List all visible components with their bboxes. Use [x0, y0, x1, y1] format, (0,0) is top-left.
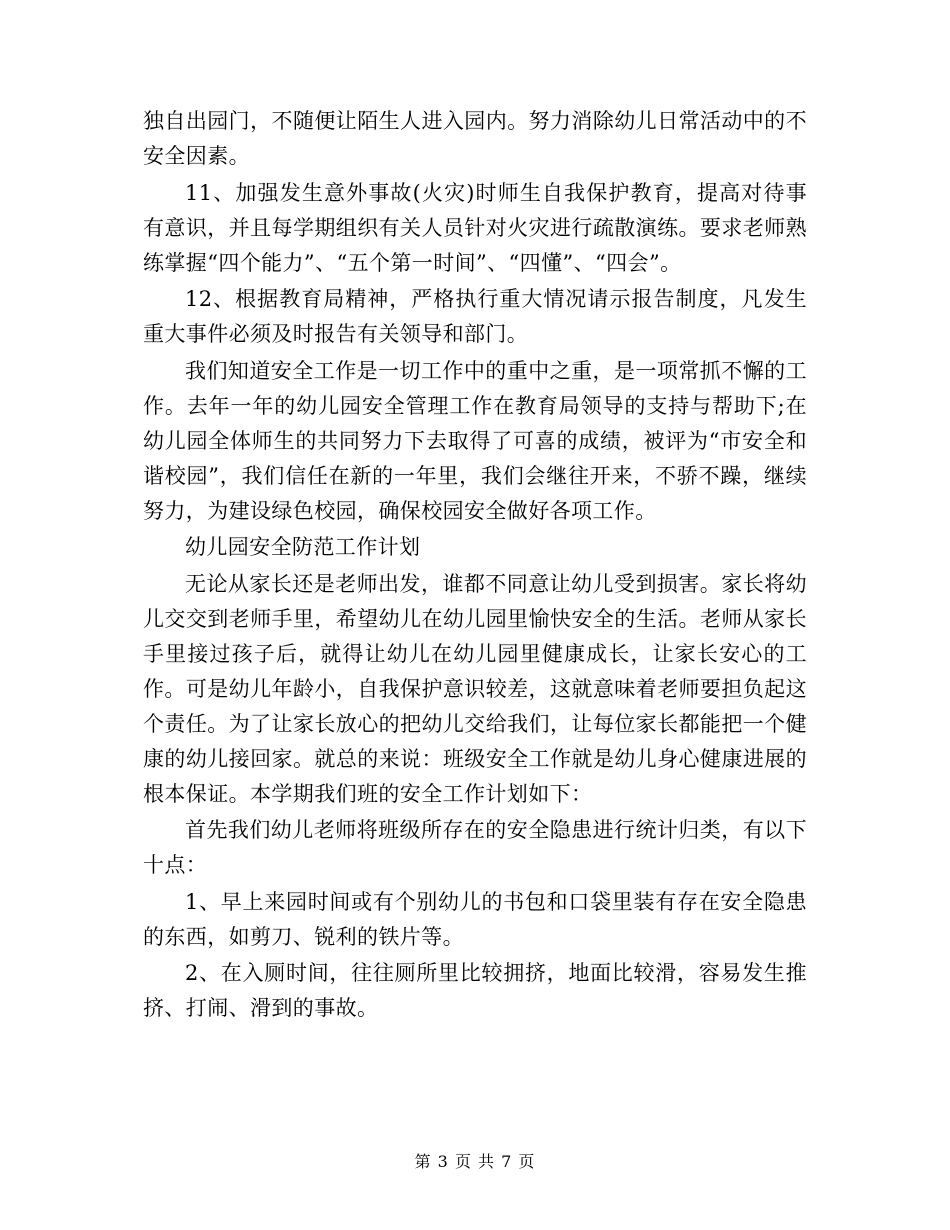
paragraph-hazard-2: 2、在入厕时间，往往厕所里比较拥挤，地面比较滑，容易发生推挤、打闹、滑到的事故。 — [143, 961, 807, 1020]
section-heading: 幼儿园安全防范工作计划 — [185, 535, 421, 559]
paragraph-summary: 我们知道安全工作是一切工作中的重中之重，是一项常抓不懈的工作。去年一年的幼儿园安全管理工作在教育局领导的支持与帮助下;在幼儿园全体师生的共同努力下去取得了可喜的成绩，被评为“市安全和谐校园”，我们信任在新的一年里，我们会继往开来，不骄不躁，继续努力，为建设绿色校园，确保校园安全做好各项工作。 — [143, 358, 807, 523]
paragraph-item-12: 12、根据教育局精神，严格执行重大情况请示报告制度，凡发生重大事件必须及时报告有关领导和部门。 — [143, 287, 807, 346]
paragraph-hazard-list-intro: 首先我们幼儿老师将班级所存在的安全隐患进行统计归类，有以下十点： — [143, 818, 807, 877]
paragraph-hazard-1: 1、早上来园时间或有个别幼儿的书包和口袋里装有存在安全隐患的东西，如剪刀、锐利的铁片等。 — [143, 889, 807, 949]
page-footer: 第 3 页 共 7 页 — [414, 1152, 536, 1171]
paragraph-item-11: 11、加强发生意外事故(火灾)时师生自我保护教育，提高对待事有意识，并且每学期组织有关人员针对火灾进行疏散演练。要求老师熟练掌握“四个能力”、“五个第一时间”、“四懂”、“四会”。 — [143, 180, 807, 275]
paragraph-intro: 无论从家长还是老师出发，谁都不同意让幼儿受到损害。家长将幼儿交交到老师手里，希望幼儿在幼儿园里愉快安全的生活。老师从家长手里接过孩子后，就得让幼儿在幼儿园里健康成长，让家长安心的工作。可是幼儿年龄小，自我保护意识较差，这就意味着老师要担负起这个责任。为了让家长放心的把幼儿交给我们，让每位家长都能把一个健康的幼儿接回家。就总的来说：班级安全工作就是幼儿身心健康进展的根本保证。本学期我们班的安全工作计划如下： — [143, 571, 807, 806]
paragraph-continuation: 独自出园门，不随便让陌生人进入园内。努力消除幼儿日常活动中的不安全因素。 — [143, 109, 807, 168]
document-body — [143, 104, 807, 1026]
